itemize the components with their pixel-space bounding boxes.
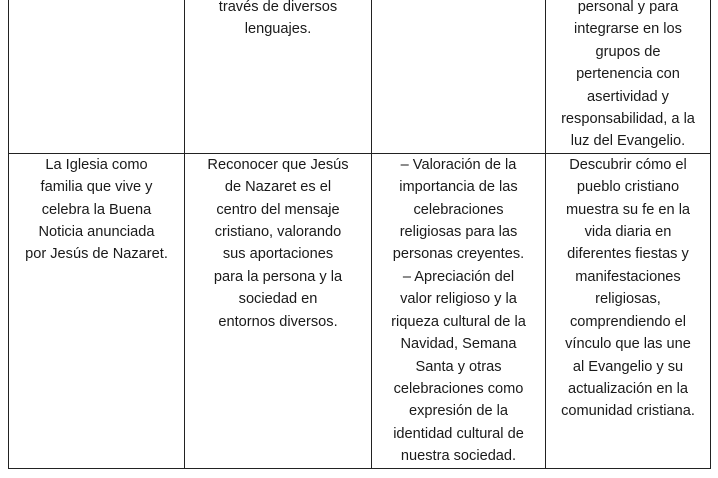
cell-text-line: Noticia anunciada [38, 224, 155, 241]
cell-text-line: religiosas, [595, 291, 661, 308]
cell-text-line: través de diversos [218, 0, 338, 15]
cell-text-line: Santa y otras [415, 358, 502, 375]
cell-text-line: expresión de la [409, 403, 508, 420]
cell-text-line: valor religioso y la [400, 291, 517, 308]
cell-text-line: nuestra sociedad. [400, 448, 517, 465]
cell-text-line: responsabilidad, a la [561, 111, 695, 128]
cell-text-line: luz del Evangelio. [570, 133, 686, 150]
cell-text-line: sociedad en [238, 291, 318, 308]
cell-text-line: por Jesús de Nazaret. [25, 246, 168, 263]
cell-text-line: para la persona y la [213, 268, 343, 285]
cell-text-line: al Evangelio y su [572, 358, 684, 375]
cell-text-line: La Iglesia como [45, 156, 148, 173]
table-cell [185, 153, 372, 468]
cell-text-line: – Apreciación del [402, 268, 515, 285]
cell-text-line: de Nazaret es el [224, 179, 332, 196]
cell-text-line: cristiano, valorando [214, 224, 342, 241]
cell-text-line: familia que vive y [40, 179, 153, 196]
table-cell [546, 153, 711, 468]
cell-text-line: entornos diversos. [218, 313, 338, 330]
cell-text-line: asertividad y [587, 88, 669, 105]
table-cell [9, 0, 185, 153]
cell-text-line: centro del mensaje [216, 201, 340, 218]
cell-text-line: identidad cultural de [393, 425, 524, 442]
cell-text-line: riqueza cultural de la [391, 313, 526, 330]
table-cell [372, 153, 546, 468]
cell-text-line: vínculo que las une [565, 336, 691, 353]
cell-text-line: Reconocer que Jesús [207, 156, 349, 173]
cell-text-line: celebraciones como [393, 380, 524, 397]
cell-text-line: Navidad, Semana [400, 336, 517, 353]
cell-text-line: lenguajes. [244, 21, 312, 38]
cell-text-line: actualización en la [567, 380, 689, 397]
table-row [9, 0, 711, 153]
table-row [9, 153, 711, 468]
cell-text-line: comunidad cristiana. [561, 403, 695, 420]
cell-text-line: personas creyentes. [392, 246, 525, 263]
cell-text-line: celebraciones [413, 201, 504, 218]
cell-text-line: pertenencia con [576, 66, 680, 83]
table-cell [185, 0, 372, 153]
cell-text-line: muestra su fe en la [565, 201, 691, 218]
curriculum-table [8, 0, 711, 469]
cell-text-line: importancia de las [399, 179, 518, 196]
cell-text-line: – Valoración de la [400, 156, 517, 173]
cell-text-line: integrarse en los [574, 21, 682, 38]
cell-text-line: pueblo cristiano [576, 179, 680, 196]
cell-text-line: comprendiendo el [569, 313, 687, 330]
cell-text-line: grupos de [595, 43, 661, 60]
cell-text-line: sus aportaciones [222, 246, 334, 263]
table-cell [546, 0, 711, 153]
cell-text-line: celebra la Buena [41, 201, 152, 218]
table-cell [372, 0, 546, 153]
cell-text-line: diferentes fiestas y [567, 246, 689, 263]
cell-text-line: vida diaria en [584, 224, 672, 241]
table-cell [9, 153, 185, 468]
cell-text-line: personal y para [577, 0, 679, 15]
cell-text-line: manifestaciones [575, 268, 681, 285]
cell-text-line: religiosas para las [399, 224, 518, 241]
cell-text-line: Descubrir cómo el [569, 156, 687, 173]
